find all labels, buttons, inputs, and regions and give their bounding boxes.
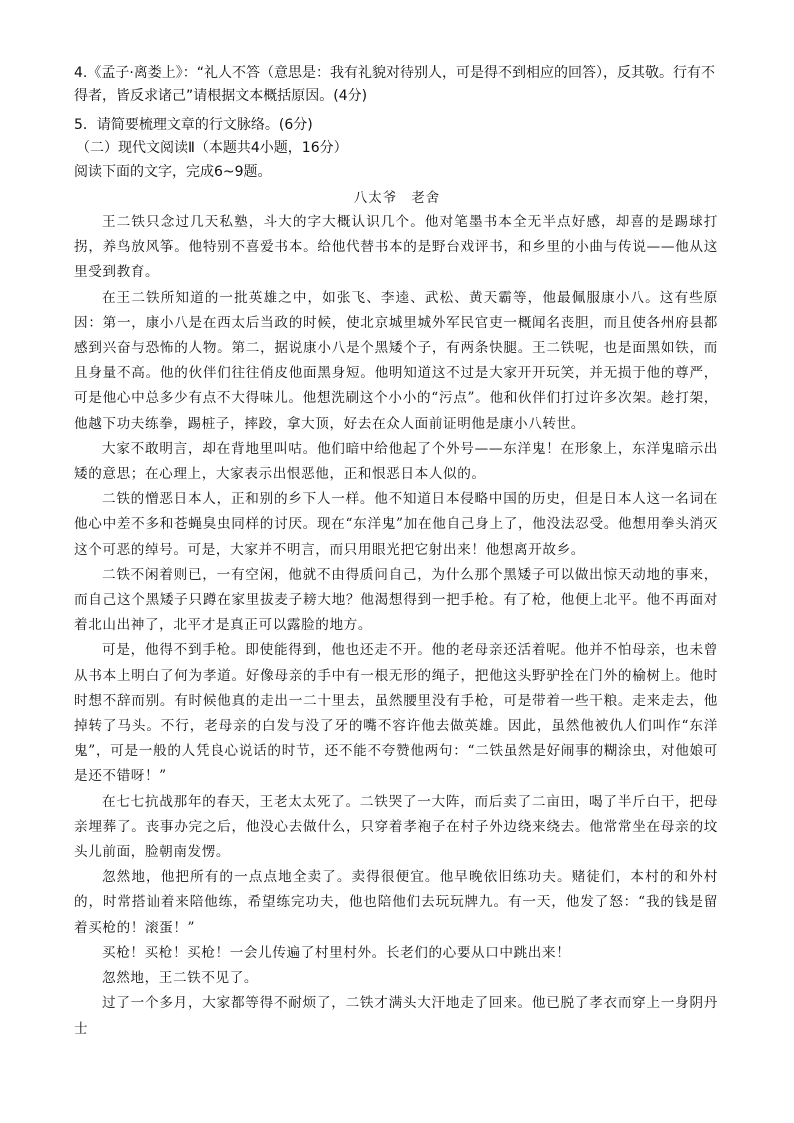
article-title-line bbox=[0, 186, 794, 206]
article-paragraph: 可是，他得不到手枪。即使能得到，他也还走不开。他的老母亲还活着呢。他并不怕母亲，也未曾从书本上明白了何为孝道。好像母亲的手中有一根无形的绳子，把他这头野驴拴在门外的榆树上。他时时想不辞而别。有时候他真的走出一二十里去，虽然腰里没有手枪，可是带着一些干粮。走来走去，他掉转了马头。不行，老母亲的白发与没了牙的嘴不容许他去做英雄。因此，虽然他被仇人们叫作“东洋鬼”，可是一般的人凭良心说话的时节，还不能不夸赞他两句：“二铁虽然是好闹事的糊涂虫，对他娘可是还不错呀！” bbox=[74, 642, 718, 785]
article-paragraph: 王二铁只念过几天私塾，斗大的字大概认识几个。他对笔墨书本全无半点好感，却喜的是踢球打拐，养鸟放风筝。他特别不喜爱书本。给他代替书本的是野台戏评书，和乡里的小曲与传说——他从这里受到教育。 bbox=[74, 214, 718, 281]
article-title: 八太爷 bbox=[353, 190, 398, 206]
article-paragraph: 二铁的憎恶日本人，正和别的乡下人一样。他不知道日本侵略中国的历史，但是日本人这一名词在他心中差不多和苍蝇臭虫同样的讨厌。现在“东洋鬼”加在他自己身上了，他没法忍受。他想用拳头消灭这个可恶的绰号。可是，大家并不明言，而只用眼光把它射出来！他想离开故乡。 bbox=[74, 491, 718, 558]
section-instructions: 阅读下面的文字，完成6~9题。 bbox=[74, 164, 272, 180]
article-paragraph: 忽然地，他把所有的一点点地全卖了。卖得很便宜。他早晚依旧练功夫。赌徒们，本村的和外村的，时常搭讪着来陪他练，希望练完功夫，他也陪他们去玩玩牌九。有一天，他发了怒：“我的钱是留着买枪的！滚蛋！” bbox=[74, 869, 718, 936]
article-paragraph: 在王二铁所知道的一批英雄之中，如张飞、李逵、武松、黄天霸等，他最佩服康小八。这有些原因：第一，康小八是在西太后当政的时候，使北京城里城外军民官吏一概闻名丧胆，而且使各州府县都感到兴奋与恐怖的人物。第二，据说康小八是个黑矮个子，有两条快腿。王二铁呢，也是面黑如铁，而且身量不高。他的伙伴们往往俏皮他面黑身短。他明知道这不过是大家开开玩笑，并无损于他的尊严，可是他心中总多少有点不大得味儿。他想洗刷这个小小的“污点”。他和伙伴们打过许多次架。趁打架，他越下功夫练拳，踢桩子，摔跤，拿大顶，好去在众人面前证明他是康小八转世。 bbox=[74, 289, 718, 432]
question-5: 5．请简要梳理文章的行文脉络。(6分) bbox=[74, 117, 313, 133]
article-paragraph: 忽然地，王二铁不见了。 bbox=[102, 970, 259, 987]
article-body bbox=[74, 210, 718, 1042]
article-paragraph: 在七七抗战那年的春天，王老太太死了。二铁哭了一大阵，而后卖了二亩田，喝了半斤白干，把母亲埋葬了。丧事办完之后，他没心去做什么，只穿着孝袍子在村子外边绕来绕去。他常常坐在母亲的坟头儿前面，脸朝南发愣。 bbox=[74, 793, 718, 861]
article-paragraph: 大家不敢明言，却在背地里叫咕。他们暗中给他起了个外号——东洋鬼！在形象上，东洋鬼暗示出矮的意思；在心理上，大家表示出恨恶他，正和恨恶日本人似的。 bbox=[74, 440, 718, 483]
article-paragraph: 过了一个多月，大家都等得不耐烦了，二铁才满头大汗地走了回来。他已脱了孝衣而穿上一身阴丹士 bbox=[74, 995, 718, 1037]
article-paragraph: 买枪！买枪！买枪！一会儿传遍了村里村外。长老们的心要从口中跳出来！ bbox=[102, 944, 571, 961]
section-heading: （二）现代文阅读Ⅱ（本题共4小题，16分） bbox=[76, 140, 348, 156]
question-4: 4.《孟子·离娄上》：“礼人不答（意思是：我有礼貌对待别人，可是得不到相应的回答），反其敬。行有不得者，皆反求诸己”请根据文本概括原因。(4分) bbox=[74, 65, 716, 104]
article-author: 老舍 bbox=[411, 190, 441, 206]
article-paragraph: 二铁不闲着则已，一有空闲，他就不由得质问自己，为什么那个黑矮子可以做出惊天动地的事来，而自己这个黑矮子只蹲在家里拔麦子耪大地？他渴想得到一把手枪。有了枪，他便上北平。他不再面对着北山出神了，北平才是真正可以露脸的地方。 bbox=[74, 566, 718, 634]
